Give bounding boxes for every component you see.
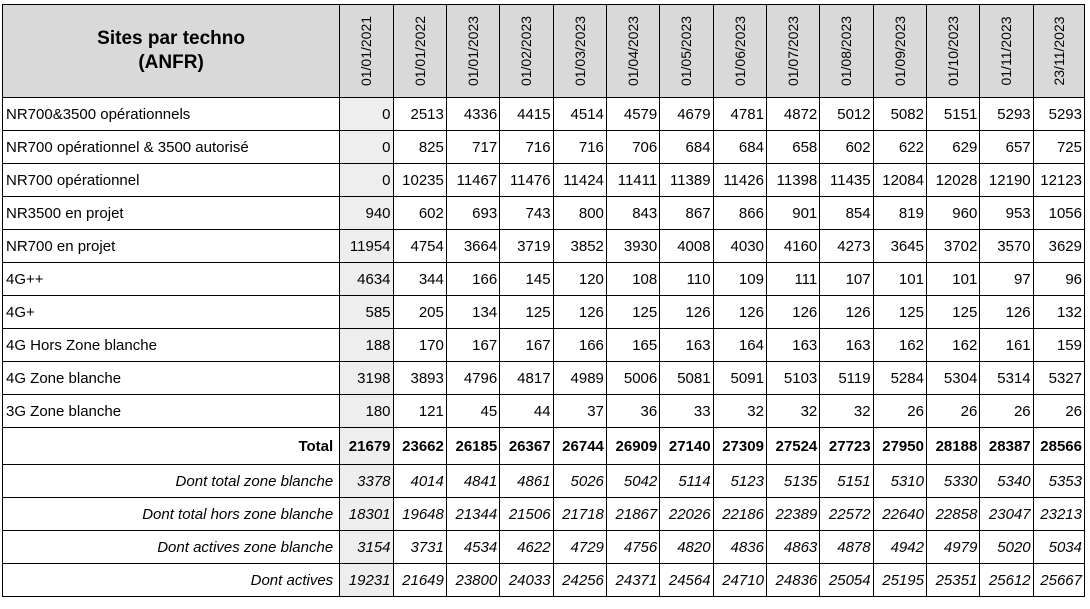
sites-table [2, 4, 1085, 597]
table-cell: 11424 [553, 164, 606, 197]
table-cell: 125 [606, 296, 659, 329]
table-cell: 164 [713, 329, 766, 362]
table-cell: 26 [1033, 395, 1084, 428]
table-cell: 23213 [1033, 498, 1084, 531]
table-cell: 800 [553, 197, 606, 230]
table-cell: 32 [820, 395, 873, 428]
date-header [713, 5, 766, 98]
table-cell: 26 [873, 395, 926, 428]
table-cell: 5293 [1033, 98, 1084, 131]
table-row [3, 131, 1085, 164]
table-cell: 21867 [606, 498, 659, 531]
table-cell: 5314 [980, 362, 1033, 395]
table-cell: 163 [820, 329, 873, 362]
table-cell: 4514 [553, 98, 606, 131]
table-cell: 3719 [500, 230, 553, 263]
table-cell: 3154 [340, 531, 393, 564]
row-label: NR3500 en projet [3, 197, 340, 230]
table-cell: 825 [393, 131, 446, 164]
table-cell: 28188 [926, 428, 979, 465]
table-cell: 693 [446, 197, 499, 230]
table-cell: 25195 [873, 564, 926, 597]
table-cell: 37 [553, 395, 606, 428]
table-cell: 3852 [553, 230, 606, 263]
table-cell: 36 [606, 395, 659, 428]
table-cell: 167 [500, 329, 553, 362]
table-cell: 24564 [660, 564, 713, 597]
table-cell: 4160 [766, 230, 819, 263]
date-header-label: 01/02/2023 [518, 15, 535, 87]
table-cell: 706 [606, 131, 659, 164]
table-cell: 24033 [500, 564, 553, 597]
table-cell: 11467 [446, 164, 499, 197]
table-cell: 23047 [980, 498, 1033, 531]
table-cell: 5034 [1033, 531, 1084, 564]
table-cell: 22186 [713, 498, 766, 531]
table-cell: 120 [553, 263, 606, 296]
row-label: NR700 en projet [3, 230, 340, 263]
table-cell: 24710 [713, 564, 766, 597]
table-cell: 867 [660, 197, 713, 230]
table-cell: 0 [340, 164, 393, 197]
table-cell: 344 [393, 263, 446, 296]
date-header [926, 5, 979, 98]
table-cell: 3570 [980, 230, 1033, 263]
table-cell: 109 [713, 263, 766, 296]
table-cell: 110 [660, 263, 713, 296]
table-row [3, 230, 1085, 263]
date-header-label: 01/03/2023 [571, 15, 588, 87]
title-line-2: (ANFR) [138, 52, 204, 73]
table-cell: 4415 [500, 98, 553, 131]
table-cell: 11426 [713, 164, 766, 197]
date-header-label: 01/10/2023 [945, 15, 962, 87]
table-cell: 4273 [820, 230, 873, 263]
row-label: NR700 opérationnel [3, 164, 340, 197]
table-cell: 22640 [873, 498, 926, 531]
table-cell: 44 [500, 395, 553, 428]
table-cell: 3930 [606, 230, 659, 263]
row-label: 3G Zone blanche [3, 395, 340, 428]
table-cell: 21344 [446, 498, 499, 531]
date-header [340, 5, 393, 98]
table-cell: 5006 [606, 362, 659, 395]
table-cell: 4989 [553, 362, 606, 395]
table-cell: 25054 [820, 564, 873, 597]
date-header-label: 01/08/2023 [838, 15, 855, 87]
row-label: NR700&3500 opérationnels [3, 98, 340, 131]
table-cell: 854 [820, 197, 873, 230]
table-cell: 717 [446, 131, 499, 164]
table-cell: 5026 [553, 465, 606, 498]
table-cell: 11411 [606, 164, 659, 197]
table-cell: 5327 [1033, 362, 1084, 395]
table-cell: 3629 [1033, 230, 1084, 263]
date-header-label: 01/09/2023 [891, 15, 908, 87]
table-cell: 4979 [926, 531, 979, 564]
table-cell: 5012 [820, 98, 873, 131]
table-row [3, 296, 1085, 329]
table-cell: 108 [606, 263, 659, 296]
table-cell: 12028 [926, 164, 979, 197]
table-cell: 24371 [606, 564, 659, 597]
table-cell: 27309 [713, 428, 766, 465]
table-cell: 25351 [926, 564, 979, 597]
table-cell: 819 [873, 197, 926, 230]
table-cell: 5082 [873, 98, 926, 131]
date-header-label: 01/07/2023 [785, 15, 802, 87]
table-cell: 4781 [713, 98, 766, 131]
table-cell: 45 [446, 395, 499, 428]
date-header [553, 5, 606, 98]
table-cell: 4579 [606, 98, 659, 131]
table-cell: 4008 [660, 230, 713, 263]
table-cell: 4014 [393, 465, 446, 498]
table-cell: 4634 [340, 263, 393, 296]
table-cell: 4796 [446, 362, 499, 395]
table-cell: 205 [393, 296, 446, 329]
date-header-label: 01/11/2023 [998, 16, 1015, 86]
table-cell: 4756 [606, 531, 659, 564]
date-header [766, 5, 819, 98]
table-cell: 126 [553, 296, 606, 329]
table-cell: 5340 [980, 465, 1033, 498]
table-cell: 5091 [713, 362, 766, 395]
table-cell: 3702 [926, 230, 979, 263]
table-cell: 26909 [606, 428, 659, 465]
table-cell: 4863 [766, 531, 819, 564]
table-cell: 11476 [500, 164, 553, 197]
subtotal-row [3, 531, 1085, 564]
table-cell: 163 [660, 329, 713, 362]
table-cell: 5020 [980, 531, 1033, 564]
table-cell: 3893 [393, 362, 446, 395]
table-cell: 132 [1033, 296, 1084, 329]
table-cell: 5103 [766, 362, 819, 395]
table-row [3, 263, 1085, 296]
subtotal-row [3, 498, 1085, 531]
table-cell: 21649 [393, 564, 446, 597]
table-cell: 5081 [660, 362, 713, 395]
table-cell: 4872 [766, 98, 819, 131]
table-cell: 3378 [340, 465, 393, 498]
table-cell: 23800 [446, 564, 499, 597]
table-cell: 4336 [446, 98, 499, 131]
table-cell: 10235 [393, 164, 446, 197]
table-cell: 622 [873, 131, 926, 164]
table-cell: 5310 [873, 465, 926, 498]
date-header [873, 5, 926, 98]
table-cell: 22026 [660, 498, 713, 531]
table-cell: 658 [766, 131, 819, 164]
table-row [3, 197, 1085, 230]
date-header [980, 5, 1033, 98]
table-cell: 25612 [980, 564, 1033, 597]
row-label: 4G+ [3, 296, 340, 329]
table-cell: 12084 [873, 164, 926, 197]
table-cell: 5151 [820, 465, 873, 498]
row-label: Dont total hors zone blanche [3, 498, 340, 531]
date-header-label: 01/01/2022 [411, 15, 428, 87]
date-header-label: 01/01/2023 [465, 15, 482, 87]
row-label: Dont total zone blanche [3, 465, 340, 498]
table-cell: 166 [446, 263, 499, 296]
table-cell: 4754 [393, 230, 446, 263]
table-body [3, 98, 1085, 597]
date-header [500, 5, 553, 98]
table-cell: 657 [980, 131, 1033, 164]
table-cell: 23662 [393, 428, 446, 465]
table-cell: 28566 [1033, 428, 1084, 465]
table-cell: 725 [1033, 131, 1084, 164]
date-header-label: 01/04/2023 [625, 15, 642, 87]
row-label: Total [3, 428, 340, 465]
date-header [1033, 5, 1084, 98]
table-cell: 22858 [926, 498, 979, 531]
table-cell: 684 [713, 131, 766, 164]
table-cell: 602 [393, 197, 446, 230]
table-cell: 4942 [873, 531, 926, 564]
table-cell: 901 [766, 197, 819, 230]
table-cell: 126 [980, 296, 1033, 329]
table-cell: 26 [980, 395, 1033, 428]
table-cell: 163 [766, 329, 819, 362]
table-cell: 5123 [713, 465, 766, 498]
table-cell: 97 [980, 263, 1033, 296]
row-label: 4G++ [3, 263, 340, 296]
date-header [820, 5, 873, 98]
table-cell: 5042 [606, 465, 659, 498]
table-row [3, 164, 1085, 197]
table-cell: 26 [926, 395, 979, 428]
table-cell: 629 [926, 131, 979, 164]
table-cell: 4030 [713, 230, 766, 263]
table-cell: 33 [660, 395, 713, 428]
table-cell: 743 [500, 197, 553, 230]
table-cell: 22389 [766, 498, 819, 531]
row-label: Dont actives [3, 564, 340, 597]
table-cell: 684 [660, 131, 713, 164]
table-cell: 4841 [446, 465, 499, 498]
table-cell: 4622 [500, 531, 553, 564]
header-row [3, 5, 1085, 98]
table-cell: 4679 [660, 98, 713, 131]
table-cell: 5114 [660, 465, 713, 498]
table-row [3, 395, 1085, 428]
table-cell: 1056 [1033, 197, 1084, 230]
table-cell: 125 [926, 296, 979, 329]
table-cell: 96 [1033, 263, 1084, 296]
table-cell: 940 [340, 197, 393, 230]
table-cell: 21679 [340, 428, 393, 465]
table-cell: 165 [606, 329, 659, 362]
table-cell: 3731 [393, 531, 446, 564]
table-cell: 11389 [660, 164, 713, 197]
table-cell: 107 [820, 263, 873, 296]
row-label: Dont actives zone blanche [3, 531, 340, 564]
date-header [606, 5, 659, 98]
table-cell: 21506 [500, 498, 553, 531]
table-cell: 3664 [446, 230, 499, 263]
table-cell: 28387 [980, 428, 1033, 465]
table-cell: 126 [713, 296, 766, 329]
table-cell: 26185 [446, 428, 499, 465]
table-cell: 19648 [393, 498, 446, 531]
date-header-label: 01/01/2021 [358, 15, 375, 87]
table-cell: 27524 [766, 428, 819, 465]
table-cell: 111 [766, 263, 819, 296]
table-cell: 716 [553, 131, 606, 164]
table-cell: 162 [926, 329, 979, 362]
table-cell: 4878 [820, 531, 873, 564]
table-row [3, 329, 1085, 362]
table-cell: 126 [820, 296, 873, 329]
table-cell: 2513 [393, 98, 446, 131]
table-cell: 145 [500, 263, 553, 296]
table-cell: 4836 [713, 531, 766, 564]
table-cell: 5304 [926, 362, 979, 395]
row-label: 4G Zone blanche [3, 362, 340, 395]
table-cell: 25667 [1033, 564, 1084, 597]
row-label: 4G Hors Zone blanche [3, 329, 340, 362]
subtotal-row [3, 564, 1085, 597]
table-cell: 27950 [873, 428, 926, 465]
date-header [393, 5, 446, 98]
table-cell: 4729 [553, 531, 606, 564]
table-cell: 126 [660, 296, 713, 329]
table-cell: 27140 [660, 428, 713, 465]
table-cell: 5330 [926, 465, 979, 498]
date-header-label: 01/05/2023 [678, 15, 695, 87]
table-cell: 26744 [553, 428, 606, 465]
table-cell: 953 [980, 197, 1033, 230]
table-cell: 5151 [926, 98, 979, 131]
date-header [660, 5, 713, 98]
total-row [3, 428, 1085, 465]
table-cell: 11435 [820, 164, 873, 197]
table-cell: 134 [446, 296, 499, 329]
table-cell: 32 [766, 395, 819, 428]
table-cell: 166 [553, 329, 606, 362]
table-cell: 866 [713, 197, 766, 230]
title-line-1: Sites par techno [97, 28, 245, 49]
table-cell: 585 [340, 296, 393, 329]
table-cell: 27723 [820, 428, 873, 465]
table-cell: 159 [1033, 329, 1084, 362]
subtotal-row [3, 465, 1085, 498]
table-cell: 5284 [873, 362, 926, 395]
table-cell: 4817 [500, 362, 553, 395]
table-cell: 101 [926, 263, 979, 296]
table-cell: 0 [340, 131, 393, 164]
table-cell: 4534 [446, 531, 499, 564]
table-cell: 843 [606, 197, 659, 230]
table-cell: 12123 [1033, 164, 1084, 197]
table-title [3, 5, 340, 98]
table-cell: 5119 [820, 362, 873, 395]
table-cell: 121 [393, 395, 446, 428]
table-cell: 18301 [340, 498, 393, 531]
table-cell: 5135 [766, 465, 819, 498]
table-cell: 21718 [553, 498, 606, 531]
table-cell: 180 [340, 395, 393, 428]
table-cell: 32 [713, 395, 766, 428]
table-cell: 125 [873, 296, 926, 329]
table-row [3, 362, 1085, 395]
table-cell: 12190 [980, 164, 1033, 197]
table-cell: 0 [340, 98, 393, 131]
row-label: NR700 opérationnel & 3500 autorisé [3, 131, 340, 164]
table-cell: 11954 [340, 230, 393, 263]
table-cell: 170 [393, 329, 446, 362]
table-row [3, 98, 1085, 131]
table-cell: 5293 [980, 98, 1033, 131]
table-cell: 602 [820, 131, 873, 164]
date-header-label: 23/11/2023 [1050, 16, 1067, 86]
table-cell: 4820 [660, 531, 713, 564]
table-cell: 162 [873, 329, 926, 362]
table-cell: 24836 [766, 564, 819, 597]
table-cell: 126 [766, 296, 819, 329]
table-cell: 19231 [340, 564, 393, 597]
table-cell: 24256 [553, 564, 606, 597]
table-cell: 960 [926, 197, 979, 230]
table-cell: 5353 [1033, 465, 1084, 498]
table-cell: 125 [500, 296, 553, 329]
table-cell: 188 [340, 329, 393, 362]
table-cell: 11398 [766, 164, 819, 197]
table-cell: 3198 [340, 362, 393, 395]
table-cell: 167 [446, 329, 499, 362]
table-cell: 22572 [820, 498, 873, 531]
table-cell: 3645 [873, 230, 926, 263]
table-cell: 4861 [500, 465, 553, 498]
table-cell: 26367 [500, 428, 553, 465]
date-header-label: 01/06/2023 [731, 15, 748, 87]
table-cell: 101 [873, 263, 926, 296]
date-header [446, 5, 499, 98]
table-cell: 716 [500, 131, 553, 164]
table-cell: 161 [980, 329, 1033, 362]
